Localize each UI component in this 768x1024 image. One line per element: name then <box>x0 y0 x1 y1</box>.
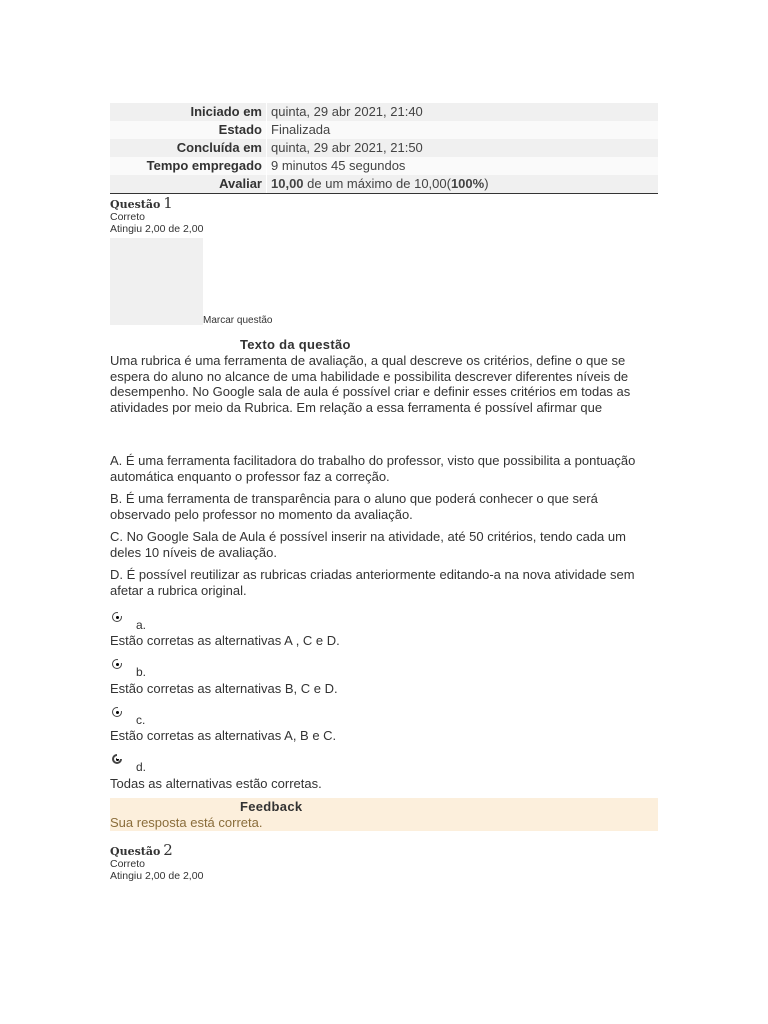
question-number: 2 <box>163 841 173 859</box>
feedback-box <box>110 798 658 831</box>
question-number: 1 <box>163 194 173 212</box>
grade-end: ) <box>484 176 489 191</box>
option-c-text[interactable]: Estão corretas as alternativas A, B e C. <box>110 728 337 743</box>
attempt-summary-table <box>110 103 658 193</box>
option-d-radio-selected[interactable] <box>112 754 122 764</box>
summary-value: quinta, 29 abr 2021, 21:50 <box>271 140 423 155</box>
statement-d: D. É possível reutilizar as rubricas criadas anteriormente editando-a na nova atividade sem afetar a rubrica original. <box>110 567 635 598</box>
option-b-text[interactable]: Estão corretas as alternativas B, C e D. <box>110 681 338 696</box>
summary-grade-value <box>267 175 659 193</box>
option-c-letter: c. <box>136 713 146 727</box>
question-status: Correto <box>110 858 146 870</box>
question-2-info <box>110 841 204 882</box>
option-b-letter: b. <box>136 665 147 679</box>
grade-middle: de um máximo de 10,00( <box>303 176 451 191</box>
option-d-text[interactable]: Todas as alternativas estão corretas. <box>110 776 322 791</box>
summary-value: Finalizada <box>271 122 331 137</box>
summary-label: Concluída em <box>110 139 267 157</box>
question-status: Correto <box>110 211 146 223</box>
option-d-letter: d. <box>136 760 147 774</box>
summary-label: Iniciado em <box>110 103 267 121</box>
option-c-radio[interactable] <box>112 707 122 717</box>
feedback-heading: Feedback <box>240 799 303 814</box>
question-title: Questão <box>110 198 161 211</box>
question-1-info <box>110 194 204 235</box>
summary-label: Tempo empregado <box>110 157 267 175</box>
statement-b: B. É uma ferramenta de transparência para o aluno que poderá conhecer o que será observado pelo professor no momento da avaliação. <box>110 491 598 522</box>
question-text-heading: Texto da questão <box>240 337 351 352</box>
option-a-letter: a. <box>136 618 147 632</box>
summary-value: quinta, 29 abr 2021, 21:40 <box>271 104 423 119</box>
option-b-radio[interactable] <box>112 659 122 669</box>
grade-percent: 100% <box>450 176 485 191</box>
statement-c: C. No Google Sala de Aula é possível inserir na atividade, até 50 critérios, tendo cada um deles 10 níveis de avaliação. <box>110 529 626 560</box>
question-points: Atingiu 2,00 de 2,00 <box>110 870 204 882</box>
summary-row-completed <box>110 139 658 157</box>
option-a-radio[interactable] <box>112 612 122 622</box>
summary-label: Estado <box>110 121 267 139</box>
grade-score: 10,00 <box>271 176 304 191</box>
question-title: Questão <box>110 845 161 858</box>
summary-row-grade <box>110 175 658 193</box>
summary-row-state <box>110 121 658 139</box>
statement-a: A. É uma ferramenta facilitadora do trabalho do professor, visto que possibilita a pontuação automática enquanto o professor faz a correção. <box>110 453 636 484</box>
question-stem: Uma rubrica é uma ferramenta de avaliação, a qual descreve os critérios, define o que se espera do aluno no alcance de uma habilidade e possibilita descrever diferentes níveis de desempenho. No Google sala de aula é possível criar e definir esses critérios em todas as atividades por meio da Rubrica. Em relação a essa ferramenta é possível afirmar que <box>110 353 631 415</box>
summary-label: Avaliar <box>110 175 267 193</box>
summary-row-time <box>110 157 658 175</box>
summary-row-started <box>110 103 658 121</box>
flag-question-link[interactable]: Marcar questão <box>203 315 273 326</box>
question-points: Atingiu 2,00 de 2,00 <box>110 223 204 235</box>
summary-divider <box>110 193 658 194</box>
summary-value: 9 minutos 45 segundos <box>271 158 406 173</box>
feedback-text: Sua resposta está correta. <box>110 815 263 830</box>
option-a-text[interactable]: Estão corretas as alternativas A , C e D. <box>110 633 340 648</box>
question-info-box <box>110 238 203 325</box>
